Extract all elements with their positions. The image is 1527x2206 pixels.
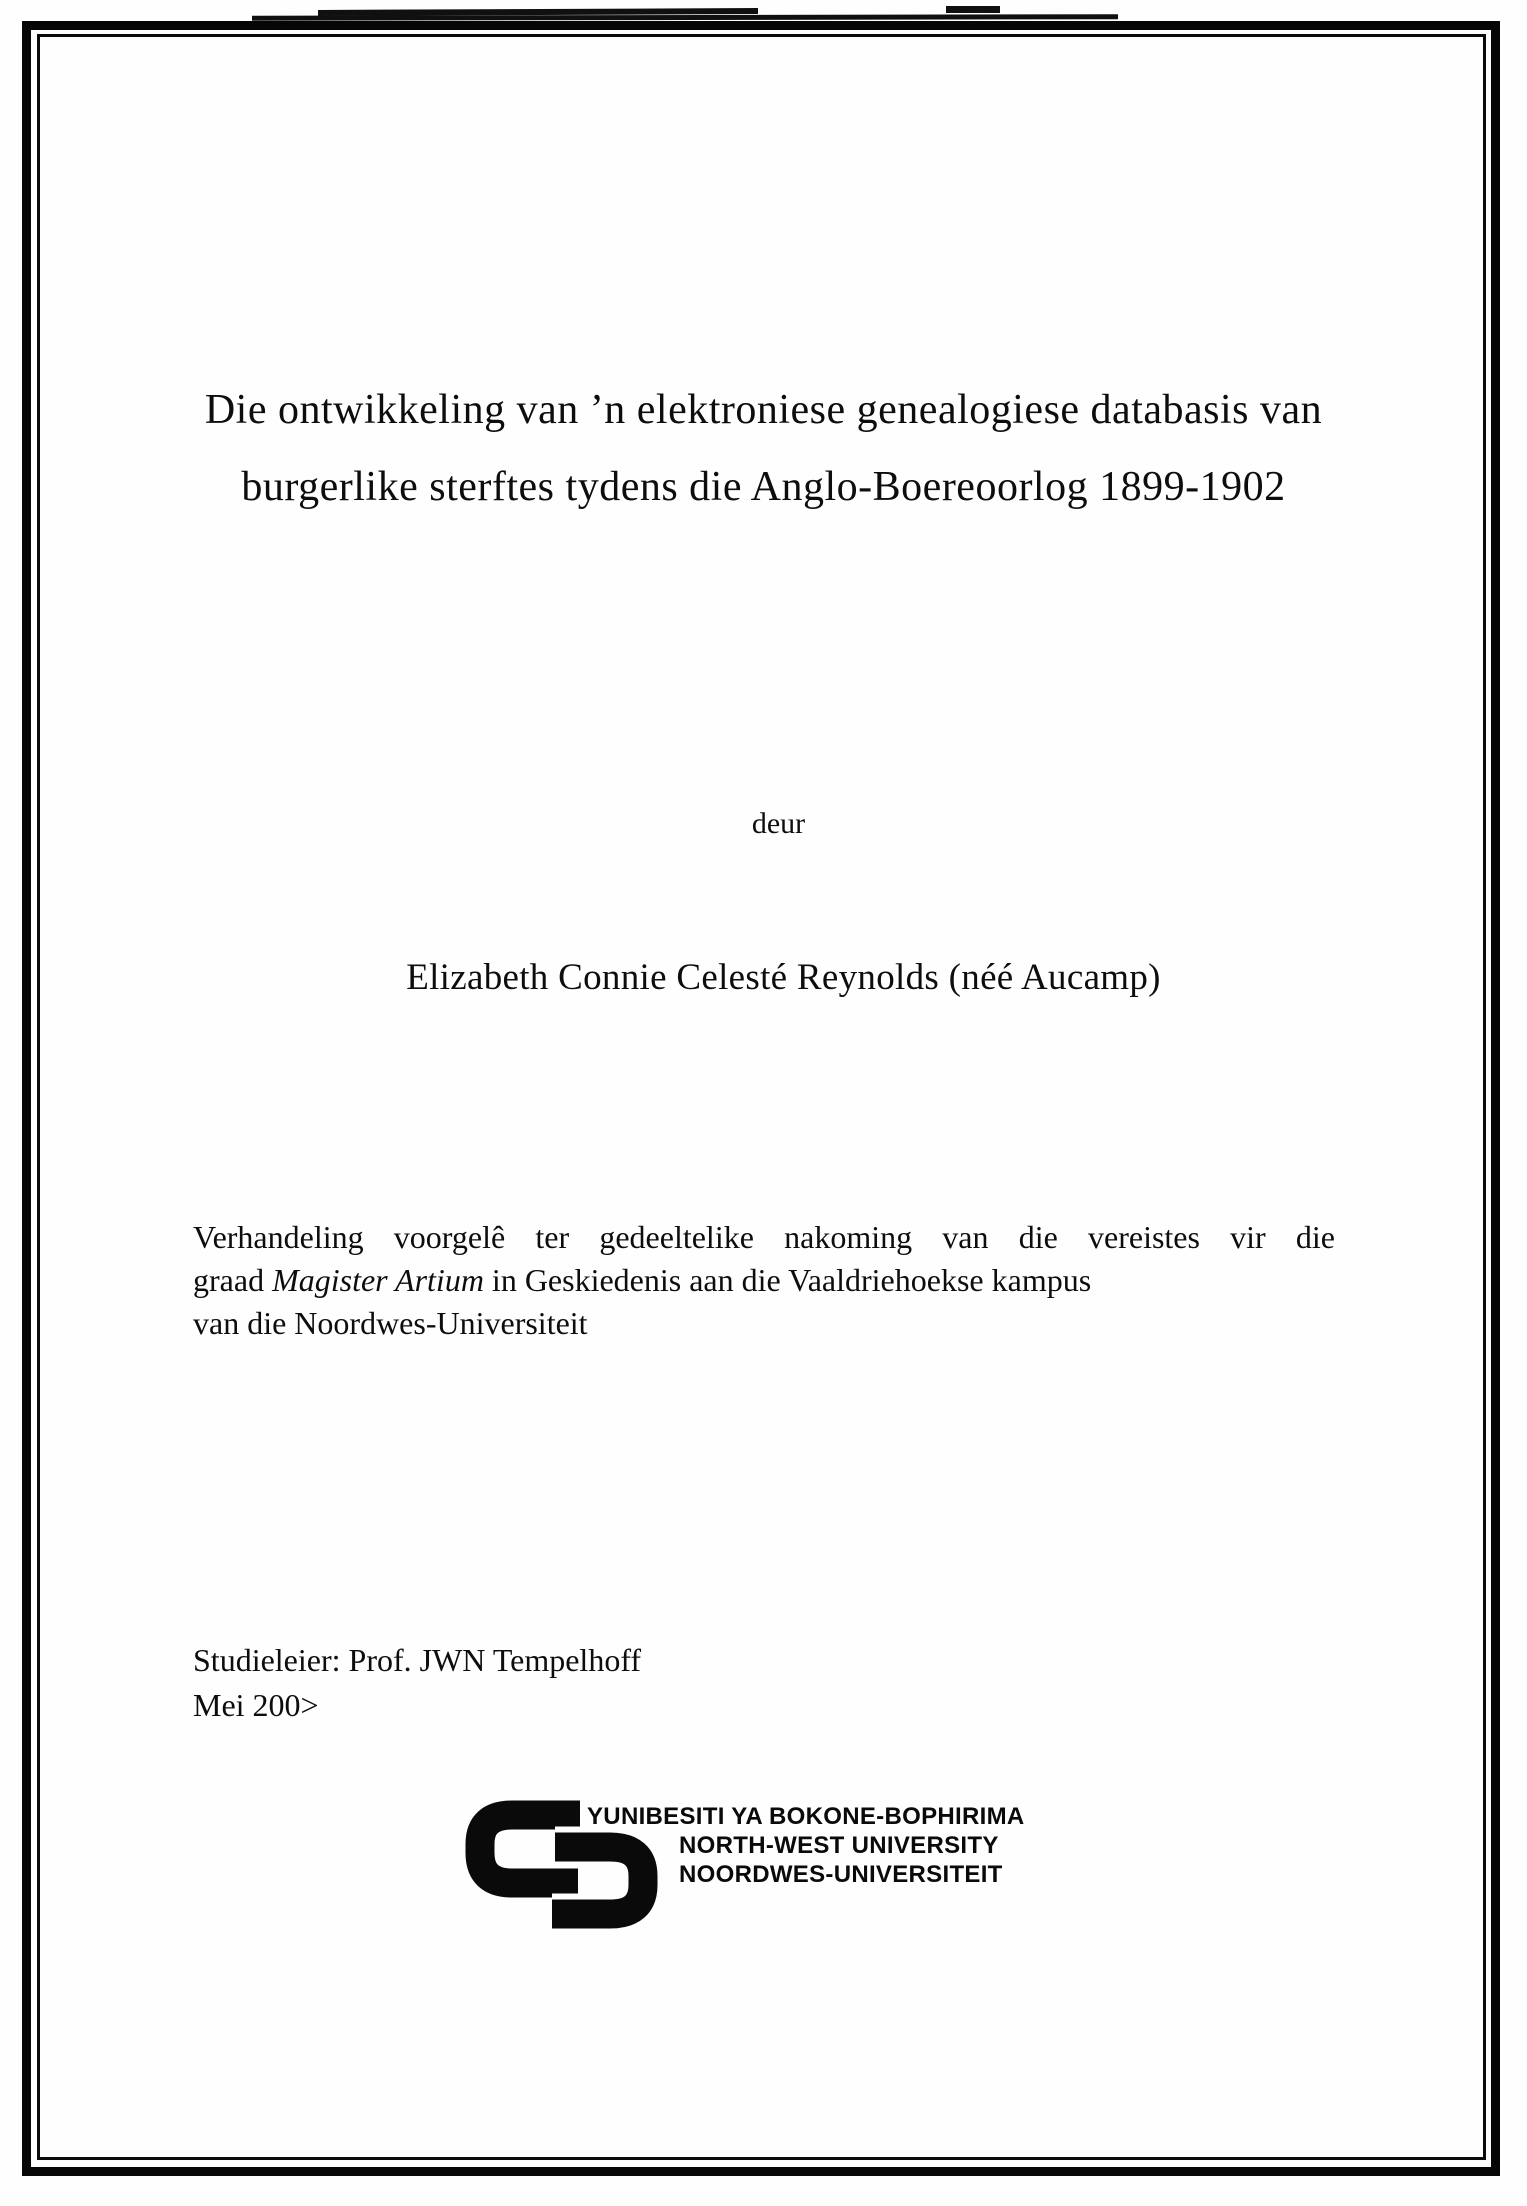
thesis-title-line2: burgerlike sterftes tydens die Anglo-Boereoorlog 1899-1902 (241, 464, 1286, 510)
submission-line2-prefix: graad (193, 1262, 273, 1298)
supervisor-line: Studieleier: Prof. JWN Tempelhoff (193, 1642, 642, 1678)
scan-artifact (946, 6, 1000, 13)
submission-line1: Verhandeling voorgelê ter gedeeltelike nakoming van die vereistes vir die (193, 1219, 1335, 1255)
scan-artifact (252, 14, 1118, 21)
author-name: Elizabeth Connie Celesté Reynolds (néé Aucamp) (406, 957, 1161, 998)
supervisor-block (193, 1638, 641, 1728)
thesis-title-line1: Die ontwikkeling van ’n elektroniese genealogiese databasis van (204, 387, 1323, 433)
submission-line2-suffix: in Geskiedenis aan die Vaaldriehoekse kampus (483, 1262, 1092, 1298)
thesis-title (0, 372, 1527, 526)
byline-label: deur (751, 807, 806, 840)
submission-line3: van die Noordwes-Universiteit (193, 1305, 588, 1341)
nwu-logo-line3: NOORDWES-UNIVERSITEIT (679, 1861, 1003, 1888)
nwu-logo-line1: YUNIBESITI YA BOKONE-BOPHIRIMA (587, 1803, 1025, 1830)
nwu-logo-text (587, 1802, 1025, 1889)
nwu-logo-line2: NORTH-WEST UNIVERSITY (679, 1832, 999, 1859)
date-line: Mei 200> (193, 1687, 319, 1723)
submission-line2 (193, 1259, 1335, 1302)
degree-name: Magister Artium (272, 1262, 484, 1298)
nwu-logo (462, 1800, 1102, 1932)
submission-statement (193, 1216, 1335, 1345)
